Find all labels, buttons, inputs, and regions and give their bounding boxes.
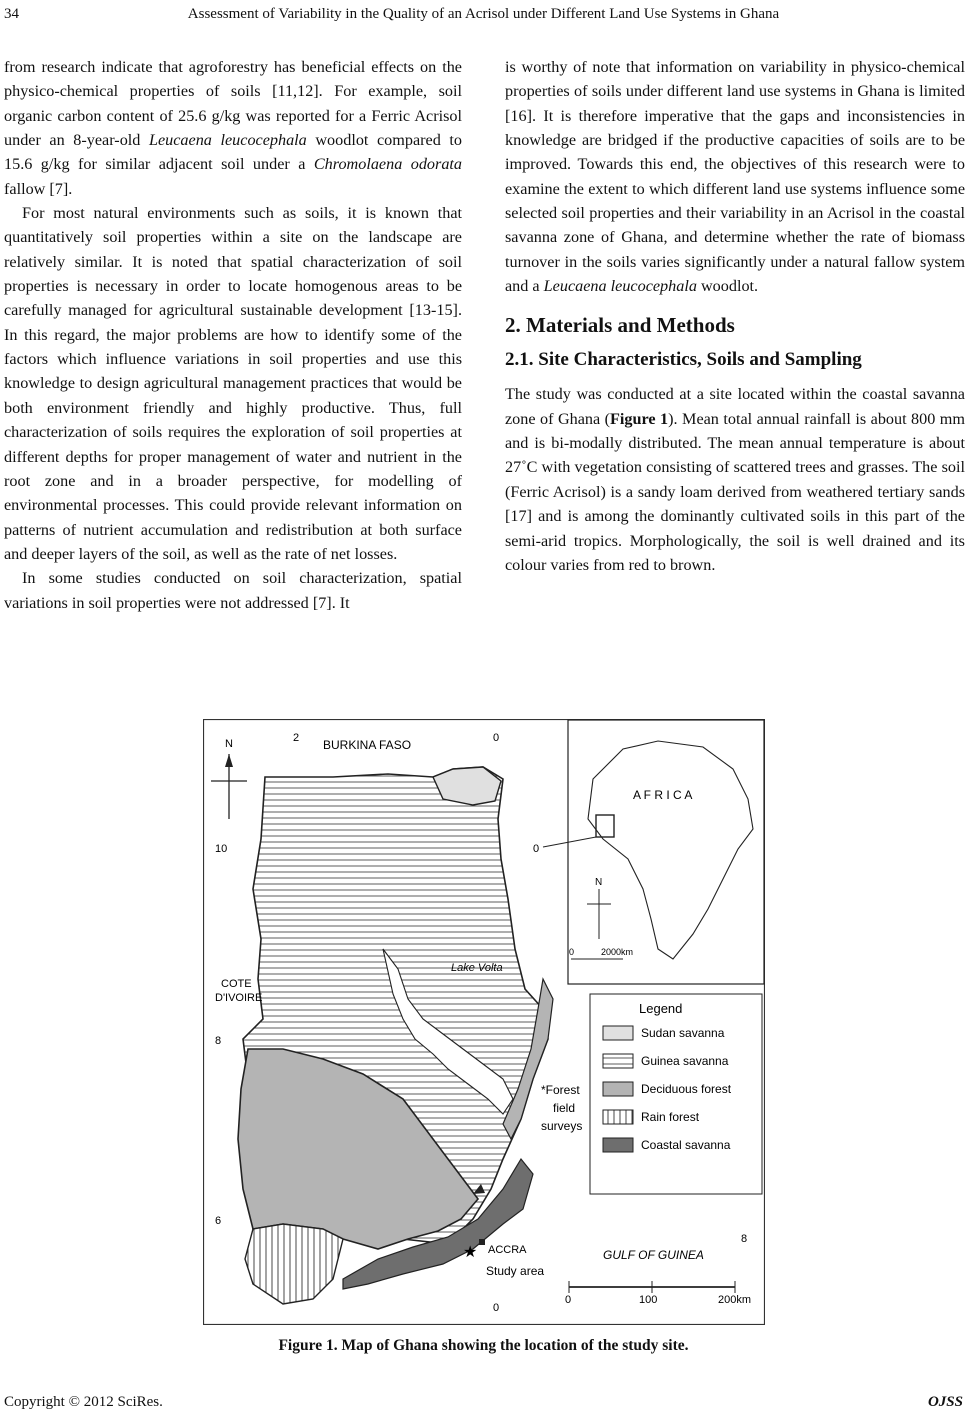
latitude-6-label: 6 — [215, 1215, 222, 1227]
forest-label-1: *Forest — [541, 1083, 580, 1097]
map-legend — [590, 994, 762, 1194]
paragraph: In some studies conducted on soil characterization, spatial variations in soil properties were not addressed [7]. It — [4, 569, 462, 612]
text-run: The study was conducted at a site located within the coastal savanna zone of Ghana ( — [505, 385, 965, 428]
text-run: is worthy of note that information on variability in physico-chemical properties of soils under different land use systems in Ghana is limited [16]. It is therefore imperative that the gaps and inconsistencies in knowledge are bridged if the productive capacities of soils are to be improved. Towards this end, the objectives of this research were to examine the extent to which different land use systems influence some selected soil properties and their variability in an Acrisol in the coastal savanna zone of Ghana, and determine whether the rate of biomass turnover in the soils varies significantly under a natural fallow system and a — [505, 58, 965, 296]
accra-marker-icon — [479, 1239, 485, 1245]
legend-swatch-deciduous — [603, 1082, 633, 1096]
right-column — [505, 55, 965, 577]
left-column — [4, 55, 462, 615]
sudan-savanna-region — [433, 767, 501, 805]
study-area-label: Study area — [486, 1264, 545, 1278]
legend-label-deciduous: Deciduous forest — [641, 1082, 732, 1096]
legend-swatch-coastal — [603, 1138, 633, 1152]
longitude-0-bottom-label: 0 — [493, 1302, 500, 1314]
text-run: woodlot. — [696, 277, 759, 296]
legend-swatch-guinea — [603, 1054, 633, 1068]
latitude-8-label: 8 — [215, 1035, 222, 1047]
figure-caption: Figure 1. Map of Ghana showing the location of the study site. — [278, 1337, 689, 1354]
species-name: Leucaena leucocephala — [543, 277, 697, 296]
legend-swatch-rainforest — [603, 1110, 633, 1124]
longitude-2-label: 2 — [293, 732, 300, 744]
inset-scale-km: 2000km — [601, 947, 634, 957]
page-number: 34 — [4, 6, 19, 22]
forest-label-3: surveys — [541, 1119, 583, 1133]
study-area-star-icon: ★ — [463, 1244, 478, 1261]
species-name: Leucaena leucocephala — [148, 131, 307, 150]
page-header — [0, 6, 967, 28]
north-label: N — [225, 738, 233, 750]
paragraph — [505, 382, 965, 577]
scale-0-label: 0 — [565, 1294, 572, 1306]
legend-label-sudan: Sudan savanna — [641, 1026, 725, 1040]
longitude-0-top-label: 0 — [493, 732, 500, 744]
paragraph — [4, 55, 462, 201]
legend-label-guinea: Guinea savanna — [641, 1054, 729, 1068]
running-title: Assessment of Variability in the Quality of an Acrisol under Different Land Use Systems in Ghana — [187, 6, 780, 22]
gulf-of-guinea-label: GULF OF GUINEA — [603, 1248, 704, 1262]
legend-swatch-sudan — [603, 1026, 633, 1040]
burkina-faso-label: BURKINA FASO — [323, 738, 412, 752]
longitude-0-mid-label: 0 — [533, 843, 540, 855]
accra-label: ACCRA — [488, 1244, 527, 1256]
text-run: woodlot compared to 15.6 g/kg for similar adjacent soil under a — [4, 131, 462, 174]
cote-label: COTE — [221, 978, 252, 990]
latitude-8-right-label: 8 — [741, 1233, 748, 1245]
legend-label-coastal: Coastal savanna — [641, 1138, 731, 1152]
species-name: Chromolaena odorata — [313, 155, 462, 174]
paragraph — [505, 55, 965, 298]
ghana-map-figure — [203, 719, 765, 1325]
scale-100-label: 100 — [639, 1294, 658, 1306]
legend-title: Legend — [639, 1001, 683, 1016]
legend-label-rainforest: Rain forest — [641, 1110, 700, 1124]
figure-reference[interactable]: Figure 1 — [610, 409, 669, 428]
text-run: fallow [7]. — [4, 179, 73, 198]
section-heading: 2. Materials and Methods — [505, 313, 735, 338]
copyright: Copyright © 2012 SciRes. — [4, 1394, 163, 1410]
inset-scale-0: 0 — [569, 947, 575, 957]
africa-label: A F R I C A — [633, 788, 693, 802]
forest-label-2: field — [553, 1101, 576, 1115]
text-run: from research indicate that agroforestry has beneficial effects on the physico-chemical properties of soils [11,12]. For example, soil organic carbon content of 25.6 g/kg was reported for a Ferric Acrisol under an 8-year-old — [4, 58, 462, 150]
scale-200-label: 200km — [718, 1294, 752, 1306]
africa-inset — [543, 720, 764, 984]
divoire-label: D'IVOIRE — [215, 992, 263, 1004]
text-run: ). Mean total annual rainfall is about 800 mm and is bi-modally distributed. The mean annual temperature is about 27˚C with vegetation consisting of scattered trees and grasses. The soil (Ferric Acrisol) is a sandy loam derived from weathered tertiary sands [17] and is among the dominantly cultivated soils in this part of the semi-arid tropics. Morphologically, the soil is well drained and its colour varies from red to brown. — [505, 409, 965, 574]
inset-north-label: N — [595, 877, 603, 888]
latitude-10-label: 10 — [215, 843, 228, 855]
paragraph: For most natural environments such as soils, it is known that quantitatively soil properties within a site on the landscape are relatively similar. It is noted that spatial characterization of soil properties is necessary in order to locate homogenous areas to be carefully managed for agricultural sustainable development [13-15]. In this regard, the major problems are how to identify some of the factors which influence variations in soil properties and use this knowledge to design agricultural management practices that would be both environment friendly and highly productive. Thus, full characterization of soils requires the exploration of soil properties at different depths for proper management of water and nutrient in the root zone and in a broader perspective, for modelling of environmental processes. This could provide relevant information on patterns of nutrient accumulation and redistribution at both surface and deeper layers of the soil, as well as the rate of net losses. — [4, 204, 462, 563]
lake-volta-label: Lake Volta — [451, 962, 503, 974]
subsection-heading: 2.1. Site Characteristics, Soils and Sampling — [505, 349, 862, 371]
journal-abbrev: OJSS — [927, 1394, 963, 1410]
